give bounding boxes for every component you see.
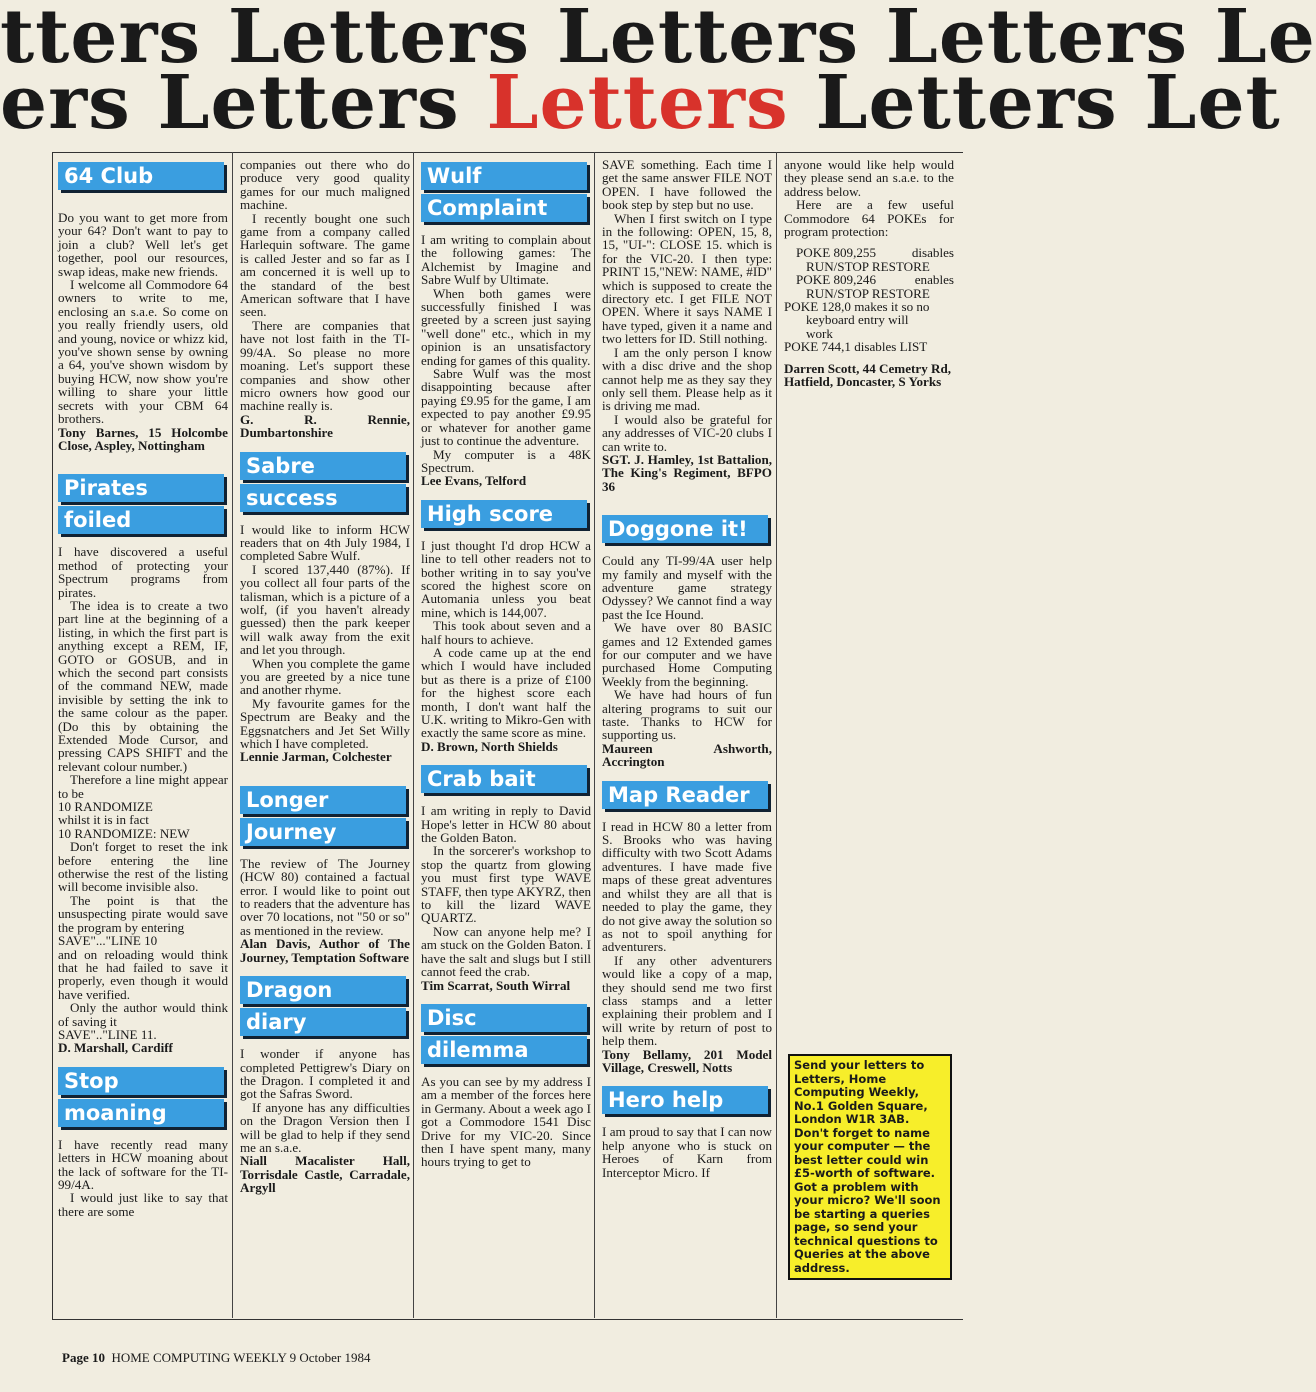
column-5 <box>784 158 954 389</box>
letter-signature: D. Marshall, Cardiff <box>58 1040 173 1056</box>
heading-dilemma: dilemma <box>421 1036 587 1064</box>
letter-text: Here are a few useful Commodore 64 POKEs for program protection: <box>784 197 954 240</box>
letter-text: Therefore a line might appear to be <box>58 772 228 801</box>
heading-longer: Longer <box>240 786 406 814</box>
code-line: SAVE"..."LINE 10 <box>58 933 158 949</box>
column-1 <box>58 158 228 1218</box>
letter-text: When both games were successfully finished I was greeted by a screen just saying "well done" etc., which in my opinion is an unsatisfactory ending for games of this quality. <box>421 285 591 368</box>
letter-text: I am writing to complain about the following games: The Alchemist by Imagine and Sabre Wulf by Ultimate. <box>421 232 591 288</box>
column-rule <box>232 152 233 1318</box>
letter-text: If anyone has any difficulties on the Dragon Version then I will be glad to help if they send me an s.a.e. <box>240 1099 410 1155</box>
letter-text: Could any TI-99/4A user help my family and myself with the adventure game strategy Odyssey? We cannot find a way past the Ice Hound. <box>602 553 772 622</box>
letter-text: Don't forget to reset the ink before entering the line otherwise the rest of the listing will become invisible also. <box>58 839 228 895</box>
heading-dragon: Dragon <box>240 976 406 1004</box>
letter-text: There are companies that have not lost faith in the TI-99/4A. So please no more moaning. Let's support these companies and show other micro owners how good our machine really is. <box>240 317 410 414</box>
letter-text: Do you want to get more from your 64? Don't want to pay to join a club? Well let's get together, pool our resources, swap ideas, make new friends. <box>58 210 228 279</box>
letter-text: I am writing in reply to David Hope's letter in HCW 80 about the Golden Baton. <box>421 803 591 846</box>
letter-text: companies out there who do produce very good quality games for our much maligned machine. <box>240 157 410 213</box>
heading-wulf: Wulf <box>421 162 587 190</box>
letter-signature: Maureen Ashworth, Accrington <box>602 740 772 770</box>
letter-text: My computer is a 48K Spectrum. <box>421 446 591 475</box>
heading-stop: Stop <box>58 1067 224 1095</box>
letter-text: I recently bought one such game from a company called Harlequin software. The game is called Jester and so far as I am concerned it is well up to the standard of the best American software that I have seen. <box>240 210 410 320</box>
letter-text: The review of The Journey (HCW 80) contained a factual error. I would like to point out to readers that the adventure has over 70 locations, not "50 or so" as mentioned in the review. <box>240 855 410 938</box>
letter-text: I would just like to say that there are some <box>58 1190 228 1219</box>
poke-description: work <box>806 325 833 341</box>
heading-success: success <box>240 484 406 512</box>
column-3 <box>421 158 591 1169</box>
poke-command: POKE 809,255 <box>796 245 877 261</box>
letter-signature: Darren Scott, 44 Cemetry Rd, Hatfield, Doncaster, S Yorks <box>784 360 952 390</box>
letter-signature: G. R. Rennie, Dumbartonshire <box>240 411 410 441</box>
column-rule <box>594 152 595 1318</box>
banner-highlight: Letters <box>486 60 789 146</box>
letter-signature: Tony Bellamy, 201 Model Village, Creswell, Notts <box>602 1046 772 1075</box>
column-4 <box>602 158 772 1179</box>
poke-line <box>784 287 954 300</box>
letter-text: A code came up at the end which I would have included but as there is a prize of £100 for the highest score each month, I don't want half the U.K. writing to Mikro-Gen with exactly the same score as mine. <box>421 644 591 741</box>
page-number: Page 10 <box>62 1350 105 1365</box>
letter-text: I would like to inform HCW readers that on 4th July 1984, I completed Sabre Wulf. <box>240 521 410 564</box>
letter-text: and on reloading would think that he had failed to save it properly, even though it would have verified. <box>58 946 228 1002</box>
letter-signature: D. Brown, North Shields <box>421 738 558 754</box>
poke-line <box>784 246 954 259</box>
letter-text: I am proud to say that I can now help anyone who is stuck on Heroes of Karn from Interceptor Micro. If <box>602 1124 772 1180</box>
letter-text: My favourite games for the Spectrum are Beaky and the Eggsnatchers and Jet Set Willy which I have completed. <box>240 695 410 752</box>
poke-command: POKE 809,246 <box>796 272 877 288</box>
heading-complaint: Complaint <box>421 194 587 222</box>
letter-text: As you can see by my address I am a member of the forces here in Germany. About a week ago I got a Commodore 1541 Disc Drive for my VIC-20. Since then I have spent many, many hours trying to get to <box>421 1073 591 1170</box>
banner-row-2 <box>0 60 1281 146</box>
letter-text: I wonder if anyone has completed Pettigrew's Diary on the Dragon. I completed it and got the Safras Sword. <box>240 1046 410 1102</box>
code-line: 10 RANDOMIZE: NEW <box>58 825 190 841</box>
poke-line <box>784 273 954 286</box>
heading-high-score: High score <box>421 500 587 528</box>
code-line: 10 RANDOMIZE <box>58 799 153 815</box>
letter-text: When you complete the game you are greeted by a nice tune and another rhyme. <box>240 655 410 698</box>
poke-line: POKE 128,0 makes it so no <box>784 299 930 315</box>
heading-foiled: foiled <box>58 506 224 534</box>
letter-text: Now can anyone help me? I am stuck on the Golden Baton. I have the salt and slugs but I still cannot feed the crab. <box>421 923 591 980</box>
letter-text: The idea is to create a two part line at the beginning of a listing, in which the first part is anything except a REM, IF, GOTO or GOSUB, and in which the second part consists of the command NEW, made invisible by setting the ink to the same colour as the paper. (Do this by obtaining the Extended Mode Cursor, and pressing CAPS SHIFT and the relevant colour number.) <box>58 597 228 774</box>
heading-sabre: Sabre <box>240 452 406 480</box>
poke-description: disables <box>911 245 954 261</box>
letter-signature: Alan Davis, Author of The Journey, Temptation Software <box>240 936 410 965</box>
letter-text: I read in HCW 80 a letter from S. Brooks who was having difficulty with two Scott Adams adventures. I have made five maps of these great adventures and whilst they are all that is needed to play the game, they do not give away the solution so as not to spoil anything for adventurers. <box>602 818 772 955</box>
letter-text: I welcome all Commodore 64 owners to write to me, enclosing an s.a.e. So come on you really friendly users, old and young, novice or whizz kid, you've shown sense by owning a 64, you've shown wisdom by buying HCW, now show you're willing to share your little secrets with your CBM 64 brothers. <box>58 277 228 427</box>
heading-moaning: moaning <box>58 1099 224 1127</box>
poke-description: RUN/STOP RESTORE <box>806 285 930 301</box>
poke-description: keyboard entry will <box>806 312 909 328</box>
letter-text: I just thought I'd drop HCW a line to tell other readers not to bother writing in to say you've scored the highest score on Automania unless you beat mine, which is 144,007. <box>421 537 591 620</box>
letter-text: I have recently read many letters in HCW moaning about the lack of software for the TI-99/4A. <box>58 1136 228 1192</box>
poke-description: RUN/STOP RESTORE <box>806 258 930 274</box>
column-rule <box>776 152 777 1318</box>
letter-signature: Lennie Jarman, Colchester <box>240 749 392 765</box>
letter-text: whilst it is in fact <box>58 812 149 828</box>
letter-signature: Tony Barnes, 15 Holcombe Close, Aspley, Nottingham <box>58 424 228 453</box>
heading-pirates: Pirates <box>58 474 224 502</box>
heading-hero-help: Hero help <box>602 1086 768 1114</box>
letter-text: If any other adventurers would like a copy of a map, they should send me two first class stamps and a letter explaining their problem and I will write by return of post to help them. <box>602 952 772 1049</box>
letter-text: Sabre Wulf was the most disappointing because after paying £9.95 for the game, I am expected to pay another £9.95 or whatever for another game just to continue the adventure. <box>421 366 591 449</box>
heading-64-club: 64 Club <box>58 162 224 190</box>
heading-disc: Disc <box>421 1004 587 1032</box>
poke-line <box>784 313 954 326</box>
heading-map-reader: Map Reader <box>602 781 768 809</box>
letter-text: In the sorcerer's workshop to stop the quartz from glowing you must first type WAVE STAFF, then type AKYRZ, then to kill the lizard WAVE QUARTZ. <box>421 843 591 926</box>
letter-text: Only the author would think of saving it <box>58 1000 228 1029</box>
banner-text: ers Letters <box>0 60 487 146</box>
letter-text: I am the only person I know with a disc drive and the shop cannot help me as they say they only sell them. Please help as it is driving me mad. <box>602 344 772 414</box>
page-footer <box>62 1350 371 1366</box>
heading-crab-bait: Crab bait <box>421 765 587 793</box>
poke-description: enables <box>914 272 954 288</box>
letter-text: SAVE something. Each time I get the same answer FILE NOT OPEN. I have followed the book step by step but no use. <box>602 157 772 213</box>
banner-text: Letters Let <box>788 60 1281 146</box>
letter-signature: Tim Scarrat, South Wirral <box>421 977 571 993</box>
submission-box: Send your letters to Letters, Home Computing Weekly, No.1 Golden Square, London W1R 3AB. Don't forget to name your computer — the best letter could win £5-worth of software. Got a problem with your micro? We'll soon be starting a queries page, so send your technical questions to Queries at the above address. <box>788 1054 952 1280</box>
column-rule <box>413 152 414 1318</box>
letter-text: The point is that the unsuspecting pirate would save the program by entering <box>58 892 228 935</box>
poke-line <box>784 327 954 340</box>
heading-journey: Journey <box>240 818 406 846</box>
letter-text: I have discovered a useful method of protecting your Spectrum programs from pirates. <box>58 544 228 600</box>
letter-text: We have had hours of fun altering programs to suit our taste. Thanks to HCW for supporting us. <box>602 687 772 743</box>
banner-row-1: tters Letters Letters Letters Le <box>0 0 1316 80</box>
letter-signature: Niall Macalister Hall, Torrisdale Castle, Carradale, Argyll <box>240 1153 410 1196</box>
heading-doggone-it: Doggone it! <box>602 515 768 543</box>
letter-signature: SGT. J. Hamley, 1st Battalion, The King's Regiment, BFPO 36 <box>602 451 772 494</box>
letter-text: When I first switch on I type in the following: OPEN, 15, 8, 15, "UI-": CLOSE 15. which is for the VIC-20. I then type: PRINT 15,"NEW: NAME, #ID" which is supposed to create the directory etc. I get FILE NOT OPEN. Where it says NAME I have typed, given it a name and two letters for ID. Still nothing. <box>602 210 772 347</box>
poke-line: POKE 744,1 disables LIST <box>784 339 928 355</box>
column-2 <box>240 158 410 1195</box>
letter-text: I would also be grateful for any addresses of VIC-20 clubs I can write to. <box>602 411 772 454</box>
poke-line <box>784 260 954 273</box>
letter-text: We have over 80 BASIC games and 12 Extended games for our computer and we have purchased Home Computing Weekly from the beginning. <box>602 620 772 689</box>
code-line: SAVE".."LINE 11. <box>58 1026 157 1042</box>
issue-info: HOME COMPUTING WEEKLY 9 October 1984 <box>111 1350 371 1365</box>
letter-text: This took about seven and a half hours to achieve. <box>421 618 591 647</box>
heading-diary: diary <box>240 1008 406 1036</box>
letter-text: I scored 137,440 (87%). If you collect all four parts of the talisman, which is a picture of a wolf, (if you haven't already guessed) then the park keeper will walk away from the exit and let you through. <box>240 561 410 658</box>
letter-text: anyone would like help would they please send an s.a.e. to the address below. <box>784 157 954 199</box>
letter-signature: Lee Evans, Telford <box>421 473 527 489</box>
